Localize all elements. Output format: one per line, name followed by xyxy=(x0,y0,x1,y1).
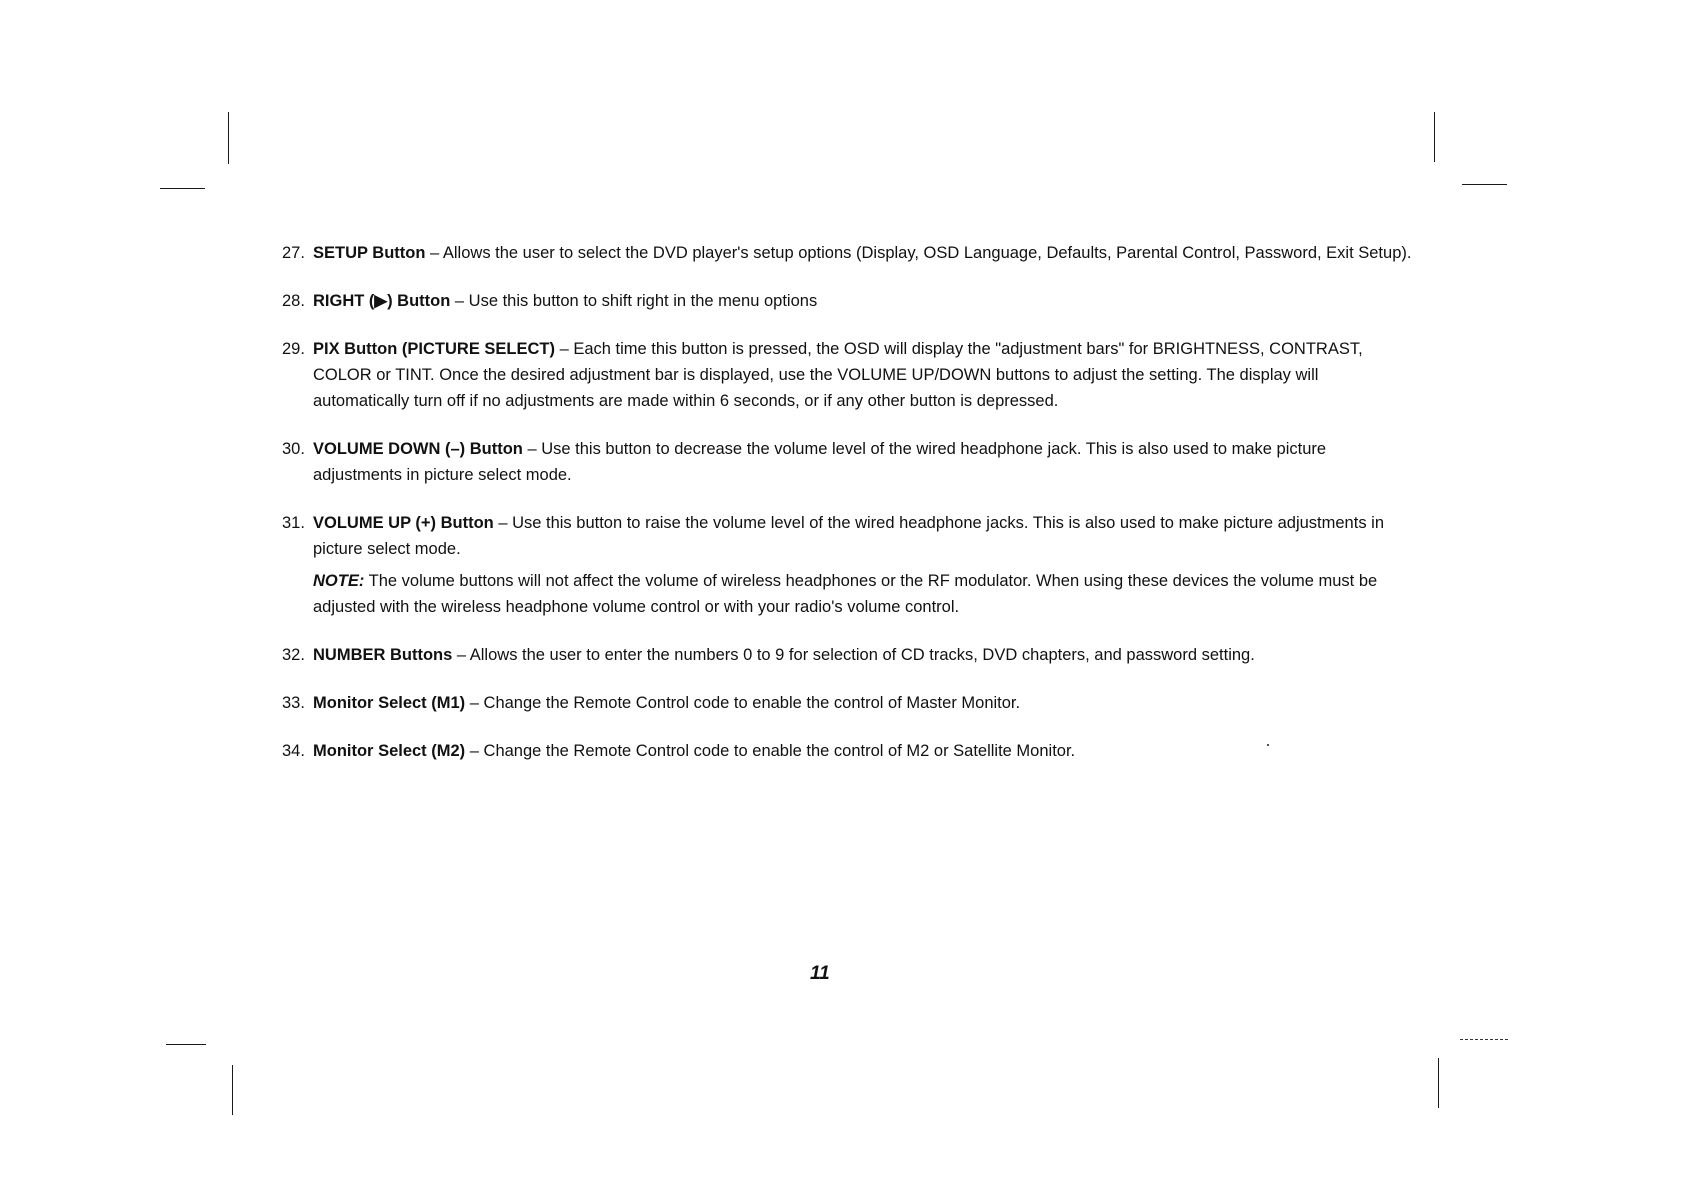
item-description: – Use this button to decrease the volume level of the wired headphone jack. This is also used to make picture adjustments in picture select mode. xyxy=(313,440,1327,484)
item-title: VOLUME DOWN (–) Button xyxy=(313,440,523,458)
item-title: NUMBER Buttons xyxy=(313,646,453,664)
item-title: RIGHT (▶) Button xyxy=(313,292,451,310)
item-description: – Allows the user to select the DVD player's setup options (Display, OSD Language, Defaults, Parental Control, Password, Exit Setup). xyxy=(425,244,1412,262)
item-description: – Each time this button is pressed, the OSD will display the "adjustment bars" for BRIGHTNESS, CONTRAST, COLOR or TINT. Once the desired adjustment bar is displayed, use the VOLUME UP/DOWN buttons to adjust the setting. The display will automatically turn off if no adjustments are made within 6 seconds, or if any other button is depressed. xyxy=(313,340,1363,410)
item-number: 28. xyxy=(282,292,305,310)
list-item xyxy=(282,642,1412,668)
button-descriptions-list xyxy=(282,240,1412,786)
item-number: 29. xyxy=(282,340,305,358)
crop-mark-bottom-right-vertical xyxy=(1438,1058,1439,1108)
page-number: 11 xyxy=(810,963,830,984)
crop-mark-bottom-left-vertical xyxy=(232,1065,233,1115)
item-number: 27. xyxy=(282,244,305,262)
item-description: – Change the Remote Control code to enable the control of Master Monitor. xyxy=(465,694,1021,712)
item-title: Monitor Select (M2) xyxy=(313,742,466,760)
list-item xyxy=(282,738,1412,764)
item-number: 33. xyxy=(282,694,305,712)
crop-mark-top-left-vertical xyxy=(228,112,229,164)
item-description: – Use this button to raise the volume level of the wired headphone jacks. This is also used to make picture adjustments in picture select mode. xyxy=(313,514,1384,558)
item-description: – Change the Remote Control code to enable the control of M2 or Satellite Monitor. xyxy=(465,742,1076,760)
item-description: – Use this button to shift right in the menu options xyxy=(450,292,818,310)
item-number: 34. xyxy=(282,742,305,760)
list-item xyxy=(282,436,1412,488)
note-label: NOTE: xyxy=(313,572,365,590)
crop-mark-bottom-right-horizontal xyxy=(1460,1039,1508,1040)
item-title: SETUP Button xyxy=(313,244,426,262)
item-number: 31. xyxy=(282,514,305,532)
note-text: The volume buttons will not affect the volume of wireless headphones or the RF modulator. When using these devices the volume must be adjusted with the wireless headphone volume control or with your radio's volume control. xyxy=(313,572,1378,616)
item-title: Monitor Select (M1) xyxy=(313,694,466,712)
crop-mark-bottom-left-horizontal xyxy=(166,1044,206,1045)
crop-mark-top-right-horizontal xyxy=(1462,184,1507,185)
crop-mark-top-right-vertical xyxy=(1434,112,1435,162)
item-number: 30. xyxy=(282,440,305,458)
item-number: 32. xyxy=(282,646,305,664)
crop-mark-top-left-horizontal xyxy=(160,188,205,189)
item-description: – Allows the user to enter the numbers 0 to 9 for selection of CD tracks, DVD chapters, and password setting. xyxy=(452,646,1255,664)
list-item xyxy=(282,240,1412,266)
list-item xyxy=(282,336,1412,414)
note xyxy=(313,568,1412,620)
list-item xyxy=(282,288,1412,314)
item-title: PIX Button (PICTURE SELECT) xyxy=(313,340,555,358)
list-item xyxy=(282,690,1412,716)
list-item xyxy=(282,510,1412,620)
item-title: VOLUME UP (+) Button xyxy=(313,514,494,532)
